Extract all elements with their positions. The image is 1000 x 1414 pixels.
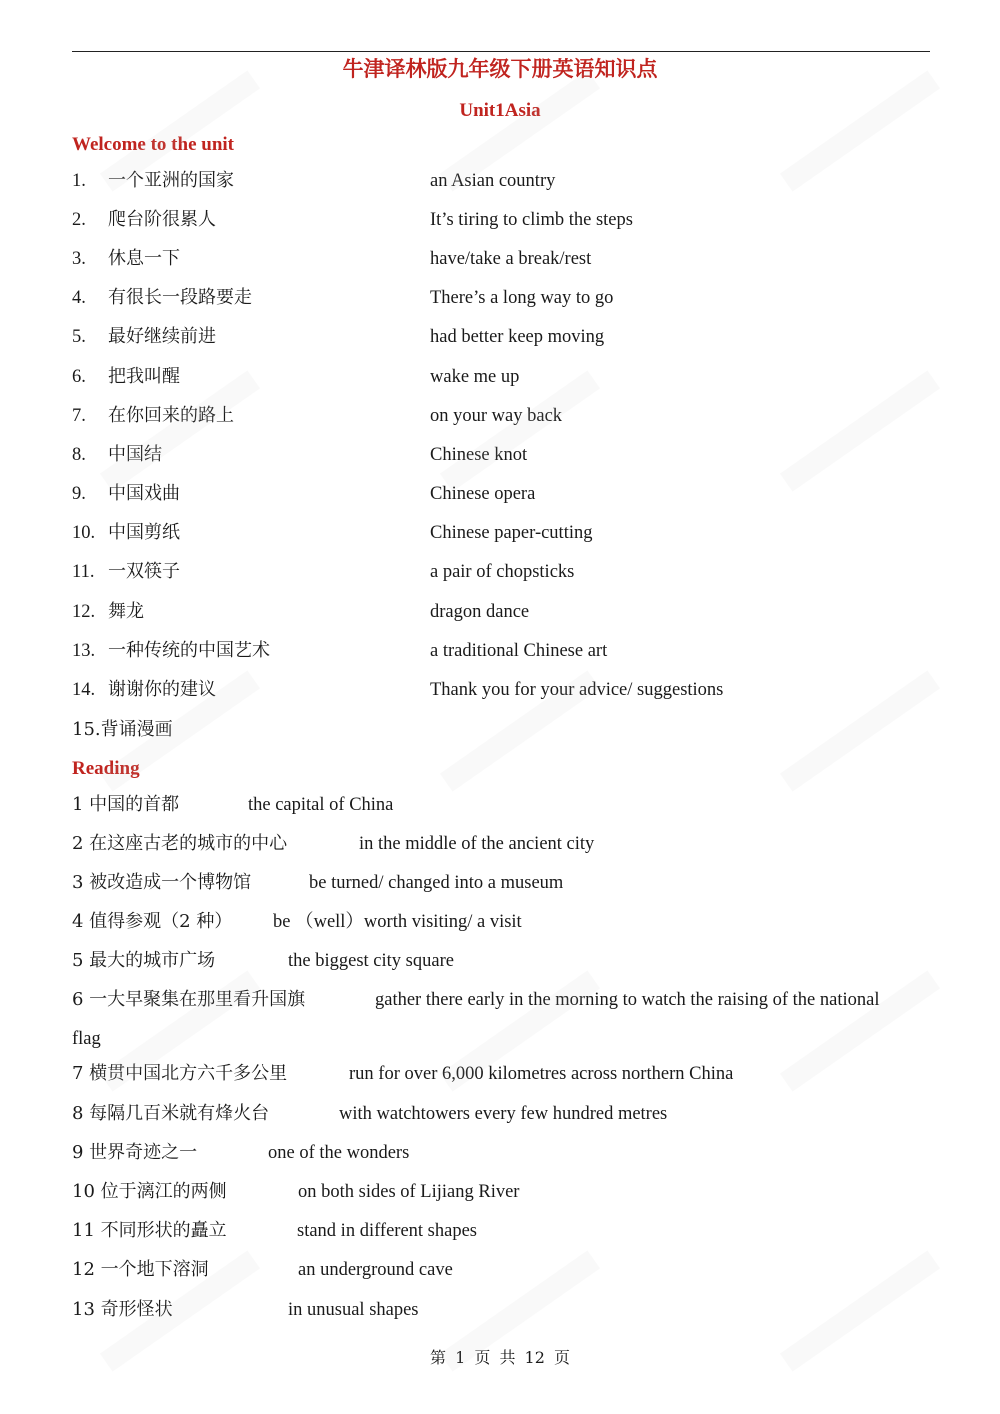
list-item (0, 907, 1000, 937)
item-chinese: 10 位于漓江的两侧 (72, 1181, 227, 1202)
item-chinese: 2 在这座古老的城市的中心 (72, 833, 288, 854)
item-number: 14. (72, 680, 96, 700)
item-chinese: 11 不同形状的矗立 (72, 1220, 227, 1241)
item-number: 10. (72, 523, 96, 543)
item-number: 8. (72, 445, 86, 465)
top-rule (72, 51, 930, 52)
item-english: in the middle of the ancient city (359, 834, 595, 854)
list-item (0, 557, 1000, 587)
item-english: a traditional Chinese art (430, 641, 608, 661)
item-chinese: 13 奇形怪状 (72, 1299, 173, 1320)
item-english: had better keep moving (430, 327, 605, 347)
item-english: the capital of China (248, 795, 394, 815)
list-item (0, 790, 1000, 820)
list-item (0, 362, 1000, 392)
item-english: a pair of chopsticks (430, 562, 575, 582)
item-chinese: 舞龙 (108, 601, 144, 622)
item-english: run for over 6,000 kilometres across northern China (349, 1064, 734, 1084)
list-item (0, 715, 1000, 745)
item-number: 7. (72, 406, 86, 426)
item-english: Chinese opera (430, 484, 536, 504)
list-item (0, 985, 1000, 1015)
item-english: an underground cave (298, 1260, 453, 1280)
item-chinese: 休息一下 (108, 248, 180, 269)
item-english: Thank you for your advice/ suggestions (430, 680, 724, 700)
list-item (0, 1177, 1000, 1207)
item-english: Chinese paper-cutting (430, 523, 593, 543)
item-chinese: 中国剪纸 (108, 522, 180, 543)
list-item (0, 1295, 1000, 1325)
item-chinese: 5 最大的城市广场 (72, 950, 216, 971)
item-number: 13. (72, 641, 96, 661)
page-number: 第 1 页 共 12 页 (430, 1348, 570, 1367)
item-chinese: 有很长一段路要走 (108, 287, 252, 308)
list-item (0, 440, 1000, 470)
item-chinese: 8 每隔几百米就有烽火台 (72, 1103, 270, 1124)
item-number: 5. (72, 327, 86, 347)
item-english: be turned/ changed into a museum (309, 873, 564, 893)
item-chinese: 中国戏曲 (108, 483, 180, 504)
list-item (0, 868, 1000, 898)
list-item (0, 205, 1000, 235)
item-english: dragon dance (430, 602, 530, 622)
item-chinese: 一个亚洲的国家 (108, 170, 234, 191)
item-number: 11. (72, 562, 95, 582)
item-english: be （well）worth visiting/ a visit (273, 912, 522, 932)
item-number: 3. (72, 249, 86, 269)
item-english: It’s tiring to climb the steps (430, 210, 633, 230)
section-heading-welcome: Welcome to the unit (72, 134, 235, 155)
list-item (0, 322, 1000, 352)
item-english: There’s a long way to go (430, 288, 614, 308)
item-chinese: 爬台阶很累人 (108, 209, 216, 230)
item-english: stand in different shapes (297, 1221, 477, 1241)
welcome-item-15: 15.背诵漫画 (72, 719, 173, 740)
item-english: wake me up (430, 367, 520, 387)
item-english: one of the wonders (268, 1143, 410, 1163)
list-item (0, 166, 1000, 196)
item-english: in unusual shapes (288, 1300, 419, 1320)
item-english: on both sides of Lijiang River (298, 1182, 520, 1202)
page-title: 牛津译林版九年级下册英语知识点 (342, 57, 658, 81)
item-number: 1. (72, 171, 86, 191)
list-item (0, 1099, 1000, 1129)
item-number: 12. (72, 602, 96, 622)
section-heading-reading: Reading (72, 758, 140, 779)
item-number: 2. (72, 210, 86, 230)
list-item (0, 283, 1000, 313)
item-chinese: 4 值得参观（2 种） (72, 911, 233, 932)
item-chinese: 3 被改造成一个博物馆 (72, 872, 252, 893)
item-chinese: 一双筷子 (108, 561, 180, 582)
item-chinese: 一种传统的中国艺术 (108, 640, 270, 661)
item-english: on your way back (430, 406, 563, 426)
item-chinese: 在你回来的路上 (108, 405, 234, 426)
list-item (0, 1059, 1000, 1089)
list-item (0, 1216, 1000, 1246)
item-number: 4. (72, 288, 86, 308)
list-item (0, 479, 1000, 509)
item-english: an Asian country (430, 171, 556, 191)
item-english: with watchtowers every few hundred metres (339, 1104, 668, 1124)
item-chinese: 最好继续前进 (108, 326, 216, 347)
item-chinese: 谢谢你的建议 (108, 679, 216, 700)
item-chinese: 7 横贯中国北方六千多公里 (72, 1063, 288, 1084)
item-number: 6. (72, 367, 86, 387)
list-item (0, 946, 1000, 976)
list-item (0, 244, 1000, 274)
list-item (0, 518, 1000, 548)
item-english: Chinese knot (430, 445, 528, 465)
item-chinese: 6 一大早聚集在那里看升国旗 (72, 989, 306, 1010)
list-item (0, 829, 1000, 859)
item-chinese: 9 世界奇迹之一 (72, 1142, 198, 1163)
unit-title: Unit1Asia (459, 100, 541, 121)
item-english: have/take a break/rest (430, 249, 592, 269)
list-item (0, 597, 1000, 627)
list-item (0, 401, 1000, 431)
item-english-continued: flag (72, 1029, 101, 1049)
item-chinese: 12 一个地下溶洞 (72, 1259, 209, 1280)
item-number: 9. (72, 484, 86, 504)
item-english: gather there early in the morning to watch the raising of the national (375, 990, 880, 1010)
list-item (0, 636, 1000, 666)
list-item (0, 1255, 1000, 1285)
list-item (0, 675, 1000, 705)
item-chinese: 把我叫醒 (108, 366, 180, 387)
item-chinese: 中国结 (108, 444, 162, 465)
list-item (0, 1138, 1000, 1168)
item-chinese: 1 中国的首都 (72, 794, 180, 815)
item-english: the biggest city square (288, 951, 454, 971)
